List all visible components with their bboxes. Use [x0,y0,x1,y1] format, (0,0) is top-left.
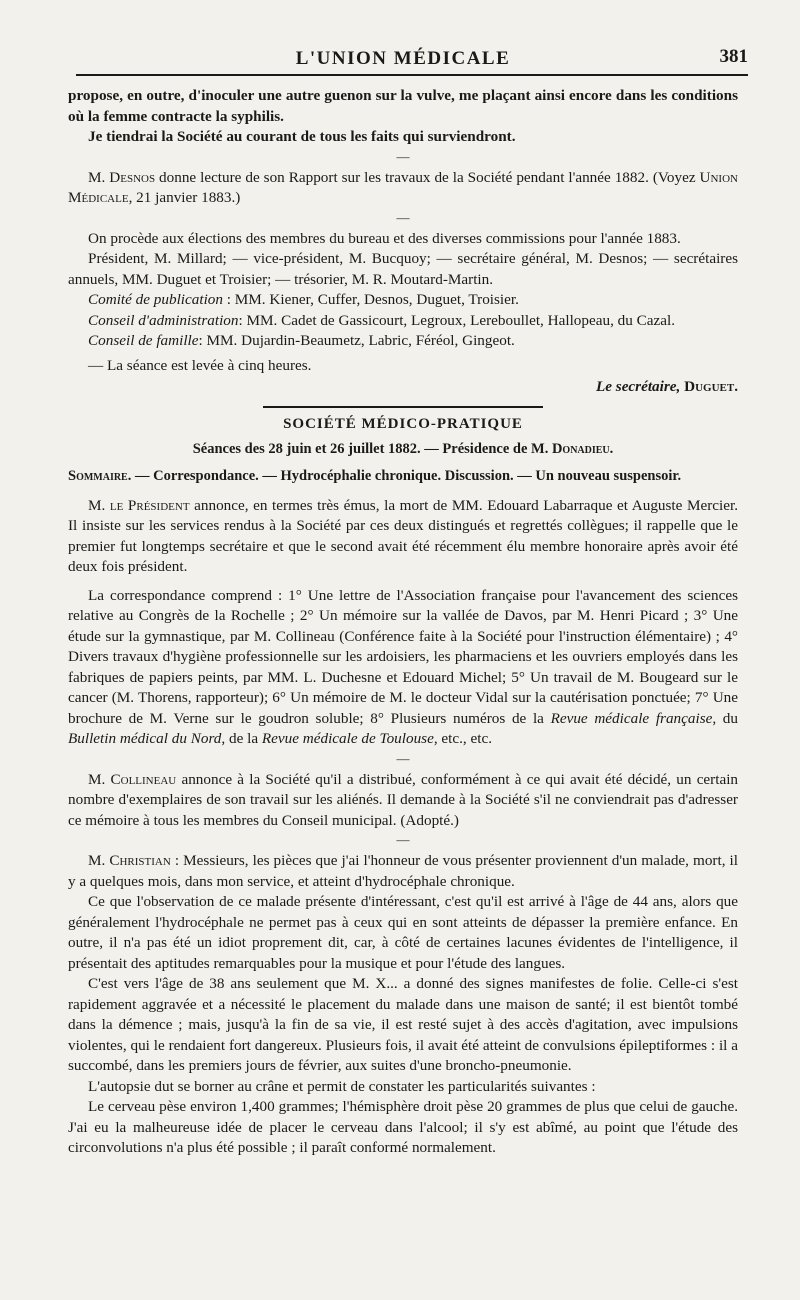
running-head [68,40,748,74]
paragraph-collineau [68,770,738,832]
running-title: L'UNION MÉDICALE [295,48,511,69]
paragraph-text: La correspondance comprend : 1° Une lettre de l'Association française pour l'avancement des sciences relative au Congrès de la Rochelle ; 2° Un mémoire sur la vallée de Davos, par M. Henri Picard ; 3° Une étude sur la gymnastique, par M. Collineau (Conférence faite à la Société pour l'instruction élémentaire) ; 4° Divers travaux d'hygiène professionnelle sur les ardoisiers, les pharmaciens et les ouvriers employés dans les fabriques de papiers peints, par MM. L. Duchesne et Edouard Michel; 5° Un travail de M. Bougeard sur le cancer (M. Thorens, rapporteur); 6° Un mémoire de M. le docteur Vidal sur la cautérisation ponctuée; 7° Une brochure de M. Verne sur le goudron soluble; 8° Plusieurs numéros de la [68,586,738,727]
committee-label: Conseil d'administration [88,311,239,329]
subtitle-text: Séances des 28 juin et 26 juillet 1882. — Présidence de M. [192,440,552,457]
signature [68,376,738,398]
president-name: Donadieu [551,440,610,457]
committee-label: Comité de publication [88,291,223,308]
speaker-name: M. Christian [88,852,171,869]
section-title: SOCIÉTÉ MÉDICO-PRATIQUE [283,415,523,432]
paragraph-text: : Messieurs, les pièces que j'ai l'honneur de vous présenter proviennent d'un malade, mort, il y a quelques mois, dans mon service, et atteint d'hydrocéphale chronique. [68,852,738,890]
separator-dash: — [396,148,410,164]
paragraph-session-closed: — La séance est levée à cinq heures. [88,356,312,374]
section-summary [68,466,738,486]
signature-name: Duguet. [684,378,738,395]
paragraph-text: , du [712,709,738,727]
paragraph-continuation: propose, en outre, d'inoculer une autre guenon sur la vulve, me plaçant ainsi encore dans les conditions où la femme contracte la syphilis. [68,87,738,125]
journal-name: Union Médicale [68,168,738,206]
separator-dash: — [396,209,410,225]
page-number: 381 [719,46,748,67]
paragraph-elections: On procède aux élections des membres du bureau et des diverses commissions pour l'année 1883. [88,229,681,247]
committee-members: : MM. Kiener, Cuffer, Desnos, Duguet, Troisier. [222,291,519,308]
paragraph-officers: Président, M. Millard; — vice-président, M. Bucquoy; — secrétaire général, M. Desnos; — secrétaires annuels, MM. Duguet et Troisier; — trésorier, M. R. Moutard-Martin. [68,250,738,288]
paragraph-president [68,496,738,578]
speaker-name: M. Desnos [88,168,156,186]
paragraph-administration-council [68,311,738,332]
paragraph-publication-committee [68,290,738,311]
paragraph-announcement: Je tiendrai la Société au courant de tous les faits qui surviendront. [88,128,516,145]
section-rule [263,406,543,408]
paragraph-desnos-report [68,168,738,209]
paragraph-history: C'est vers l'âge de 38 ans seulement que M. X... a donné des signes manifestes de folie. Celle-ci s'est rapidement aggravée et a nécessité le placement du malade dans une maison de santé; il est bientôt tombé dans la démence ; mais, jusqu'à la fin de sa vie, il est resté sujet à des accès d'agitation, avec impulsions violentes, qui le rendaient fort dangereux. Plusieurs fois, il avait été atteint de convulsions épileptiformes : il a succombé, dans les premiers jours de février, aux suites d'une broncho-pneumonie. [68,975,738,1074]
summary-label: Sommaire. [68,467,132,484]
paragraph-correspondence [68,586,738,750]
signature-label: Le secrétaire, [595,378,681,395]
paragraph-text: , de la [221,730,262,747]
paragraph-text: donne lecture de son Rapport sur les travaux de la Société pendant l'année 1882. (Voyez [155,168,700,186]
header-rule [76,74,748,76]
journal-name: Revue médicale de Toulouse [261,730,434,747]
separator-dash: — [396,750,410,766]
paragraph-brain: Le cerveau pèse environ 1,400 grammes; l'hémisphère droit pèse 20 grammes de plus que celui de gauche. J'ai eu la malheureuse idée de placer le cerveau dans l'alcool; il s'y est abîmé, au point que l'étude des circonvolutions n'a plus été possible ; il paraît conformé normalement. [68,1098,738,1156]
summary-text: — Correspondance. — Hydrocéphalie chronique. Discussion. — Un nouveau suspensoir. [131,467,682,484]
committee-members: : MM. Cadet de Gassicourt, Legroux, Lereboullet, Hallopeau, du Cazal. [238,311,676,329]
subtitle-text: . [609,440,614,457]
section-subtitle [68,441,738,458]
paragraph-observation: Ce que l'observation de ce malade présente d'intéressant, c'est qu'il est arrivé à l'âge de 44 ans, alors que généralement l'hydrocéphale ne permet pas à ceux qui en sont atteints de dépasser la première enfance. En outre, il n'a pas été un idiot proprement dit, car, à côté de certaines lacunes évidentes de l'intelligence, il présentait des aptitudes remarquables pour la musique et pour l'étude des langues. [68,893,738,972]
paragraph-text: annonce, en termes très émus, la mort de MM. Edouard Labarraque et Auguste Mercier. Il insiste sur les services rendus à la Société par ces deux distingués et regrettés collègues; il rappelle que le premier fut longtemps secrétaire et que le second avait été récemment élu membre honoraire après avoir été deux fois président. [68,496,738,575]
journal-name: Bulletin médical du Nord [68,730,222,747]
speaker-name: M. le Président [88,496,190,514]
paragraph-text: , etc., etc. [433,730,493,747]
journal-name: Revue médicale française [550,709,713,727]
separator-dash: — [396,832,410,847]
committee-label: Conseil de famille [88,332,199,349]
paragraph-family-council [68,331,738,352]
paragraph-text: annonce à la Société qu'il a distribué, conformément à ce qui avait été décidé, un certain nombre d'exemplaires de son travail sur les aliénés. Il demande à la Société s'il ne conviendrait pas d'adresser ce mémoire à tous les membres du Conseil municipal. (Adopté.) [68,770,739,829]
spacer [68,578,738,586]
paragraph-text: , 21 janvier 1883.) [128,189,241,206]
speaker-name: M. Collineau [88,770,177,788]
committee-members: : MM. Dujardin-Beaumetz, Labric, Féréol, Gingeot. [198,332,515,349]
paragraph-christian [68,851,738,892]
paragraph-autopsy: L'autopsie dut se borner au crâne et permit de constater les particularités suivantes : [88,1077,596,1095]
